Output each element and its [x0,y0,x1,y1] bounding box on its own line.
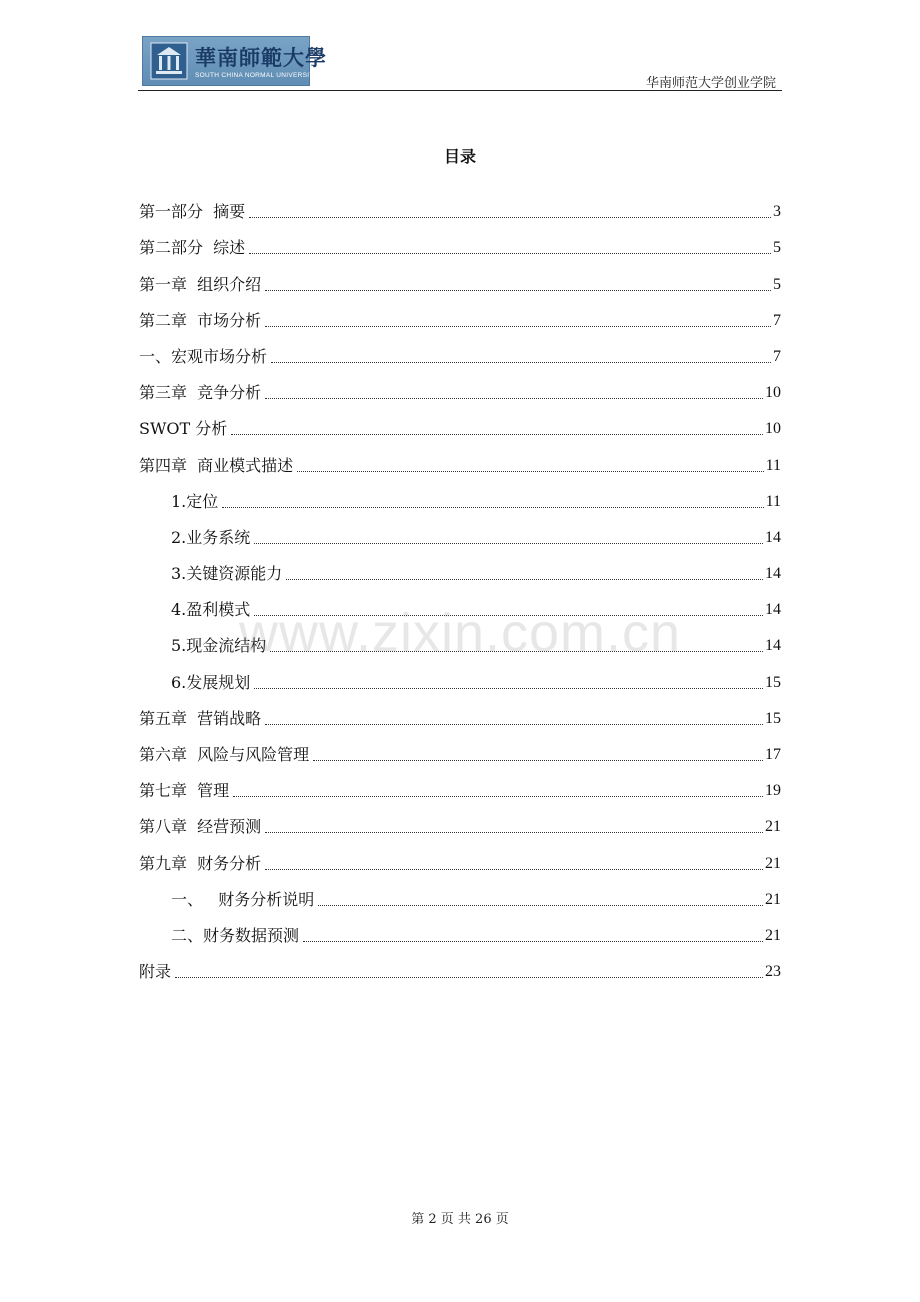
toc-entry[interactable] [139,548,781,584]
toc-leader-dots [265,724,763,725]
toc-entry-page: 3 [773,203,781,221]
watermark: www.zixin.com.cn [238,603,682,663]
university-seal-icon [149,41,189,81]
toc-entry-page: 14 [765,565,781,583]
toc-title: 目录 [443,147,476,166]
page-header [138,34,782,92]
page-footer: 第 2 页 共 26 页 [411,1212,509,1227]
toc-entry-page: 11 [765,456,781,474]
header-rule [138,90,782,91]
toc-entry[interactable] [139,403,781,439]
toc-entry[interactable] [139,801,781,837]
toc-entry-label: 第二部分 综述 [139,238,246,258]
toc-entry[interactable] [139,258,781,294]
university-logo [142,36,327,86]
toc-entry-page: 7 [773,311,781,329]
toc-leader-dots [286,579,763,580]
toc-leader-dots [265,832,763,833]
toc-entry[interactable] [139,693,781,729]
toc-entry-label: 一、 财务分析说明 [171,889,315,909]
toc-entry-page: 14 [765,601,781,619]
toc-entry-label: 第五章 营销战略 [139,708,262,728]
toc-entry-page: 10 [765,420,781,438]
toc-leader-dots [254,688,763,689]
toc-entry-label: 第三章 竞争分析 [139,383,262,403]
toc-entry[interactable] [139,946,781,982]
toc-entry-label: 5.现金流结构 [171,636,267,656]
toc-leader-dots [249,217,771,218]
toc-entry[interactable] [139,837,781,873]
toc-entry-label: 第七章 管理 [139,781,230,801]
toc-leader-dots [303,941,763,942]
toc-entry-label: 附录 [139,962,172,982]
toc-entry-page: 21 [765,818,781,836]
toc-entry-label: 第一章 组织介绍 [139,274,262,294]
toc-leader-dots [265,398,763,399]
toc-entry-page: 5 [773,239,781,257]
toc-leader-dots [222,507,763,508]
toc-entry-label: 一、宏观市场分析 [139,346,268,366]
toc-leader-dots [265,869,763,870]
toc-entry-page: 14 [765,528,781,546]
toc-entry-label: 第四章 商业模式描述 [139,455,294,475]
toc-entry[interactable] [139,331,781,367]
toc-entry[interactable] [139,910,781,946]
toc-entry-page: 17 [765,746,781,763]
toc-entry-page: 7 [773,347,781,365]
toc-leader-dots [249,253,771,254]
toc-entry[interactable] [139,295,781,331]
table-of-contents [139,186,781,982]
toc-entry-label: 第九章 财务分析 [139,853,262,873]
toc-entry-label: 第一部分 摘要 [139,202,246,222]
toc-leader-dots [297,471,763,472]
toc-leader-dots [231,434,763,435]
toc-entry-page: 11 [765,492,781,510]
toc-leader-dots [318,905,763,906]
toc-leader-dots [265,290,771,291]
toc-entry[interactable] [139,765,781,801]
header-institution: 华南师范大学创业学院 [645,76,776,91]
toc-entry[interactable] [139,367,781,403]
toc-entry-page: 21 [765,890,781,908]
toc-entry-label: 3.关键资源能力 [171,564,283,584]
toc-entry-page: 15 [765,673,781,691]
toc-entry-page: 5 [773,275,781,293]
toc-leader-dots [233,796,763,797]
toc-entry-page: 10 [765,384,781,402]
toc-entry-label: 6.发展规划 [171,672,251,692]
toc-entry[interactable] [139,439,781,475]
toc-entry-label: 第六章 风险与风险管理 [139,745,310,764]
toc-entry-page: 14 [765,637,781,655]
toc-entry[interactable] [139,874,781,910]
toc-entry-page: 15 [765,709,781,727]
toc-entry[interactable] [139,512,781,548]
toc-leader-dots [313,760,763,761]
toc-entry[interactable] [139,222,781,258]
toc-leader-dots [265,326,771,327]
toc-entry-page: 23 [765,963,781,981]
toc-entry-page: 21 [765,926,781,944]
toc-entry-page: 19 [765,782,781,800]
toc-entry-label: 第八章 经营预测 [139,817,262,837]
toc-entry-label: 二、财务数据预测 [171,925,300,945]
toc-entry[interactable] [139,476,781,512]
toc-leader-dots [175,977,763,978]
toc-entry-page: 21 [765,854,781,872]
logo-chinese-name: 華南師範大學 [195,45,327,70]
toc-entry[interactable] [139,186,781,222]
toc-entry-label: SWOT 分析 [139,419,228,439]
logo-english-name: SOUTH CHINA NORMAL UNIVERSITY [195,72,319,79]
toc-entry-label: 2.业务系统 [171,527,251,547]
toc-leader-dots [254,543,763,544]
toc-entry-label: 4.盈利模式 [171,600,251,620]
toc-leader-dots [271,362,771,363]
toc-entry[interactable] [139,729,781,765]
toc-entry-label: 1.定位 [171,491,219,511]
toc-entry-label: 第二章 市场分析 [139,310,262,330]
